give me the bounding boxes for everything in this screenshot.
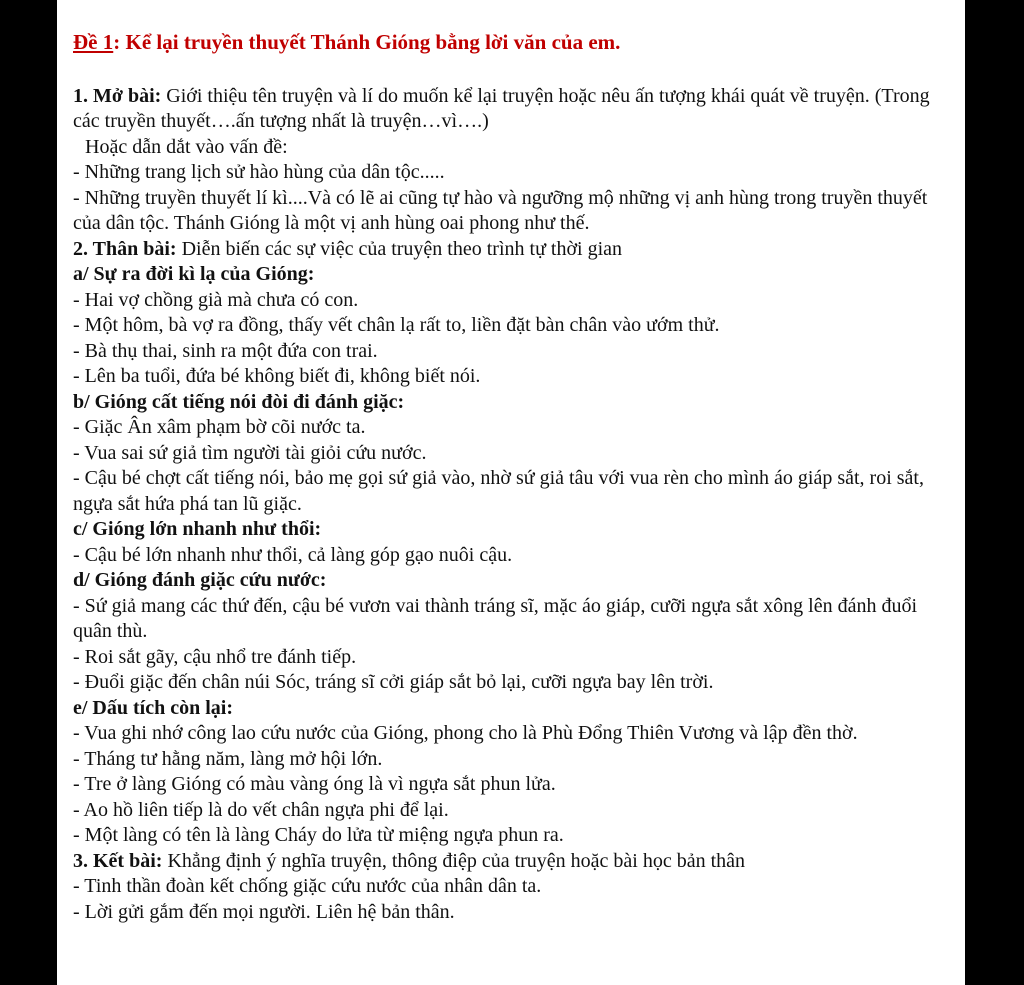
body-text: Diễn biến các sự việc của truyện theo trình tự thời gian — [176, 237, 623, 260]
title-prefix: Đề 1 — [73, 30, 114, 54]
intro-item: - Những trang lịch sử hào hùng của dân tộc..... — [73, 161, 445, 183]
list-item: - Lên ba tuổi, đứa bé không biết đi, không biết nói. — [73, 365, 481, 387]
section-heading-d: d/ Gióng đánh giặc cứu nước: — [73, 569, 327, 591]
list-item: - Vua sai sứ giả tìm người tài giỏi cứu nước. — [73, 441, 427, 464]
section-heading-e: e/ Dấu tích còn lại: — [73, 696, 233, 719]
list-item: - Lời gửi gắm đến mọi người. Liên hệ bản thân. — [73, 900, 455, 923]
list-item: - Giặc Ân xâm phạm bờ cõi nước ta. — [73, 416, 366, 438]
intro-item: - Những truyền thuyết lí kì....Và có lẽ ai cũng tự hào và ngưỡng mộ những vị anh hùng trong truyền thuyết của dân tộc. Thánh Gióng là một vị anh hùng oai phong như thế. — [73, 186, 928, 234]
list-item: - Ao hồ liên tiếp là do vết chân ngựa phi để lại. — [73, 798, 449, 821]
section-heading-b: b/ Gióng cất tiếng nói đòi đi đánh giặc: — [73, 390, 405, 413]
section-heading-a: a/ Sự ra đời kì lạ của Gióng: — [73, 263, 315, 285]
body-label: 2. Thân bài: — [73, 237, 177, 260]
list-item: - Tháng tư hằng năm, làng mở hội lớn. — [73, 747, 383, 770]
document-page — [57, 0, 965, 985]
list-item: - Vua ghi nhớ công lao cứu nước của Gióng, phong cho là Phù Đổng Thiên Vương và lập đền thờ. — [73, 722, 858, 744]
intro-lead: Hoặc dẫn dắt vào vấn đề: — [85, 135, 288, 158]
intro-text: Giới thiệu tên truyện và lí do muốn kể lại truyện hoặc nêu ấn tượng khái quát về truyện. (Trong các truyền thuyết….ấn tượng nhất là truyện…vì….) — [73, 84, 930, 132]
list-item: - Sứ giả mang các thứ đến, cậu bé vươn vai thành tráng sĩ, mặc áo giáp, cưỡi ngựa sắt xông lên đánh đuổi quân thù. — [73, 594, 918, 642]
conclusion-paragraph — [73, 849, 953, 875]
conclusion-text: Khẳng định ý nghĩa truyện, thông điệp của truyện hoặc bài học bản thân — [162, 849, 746, 872]
list-item: - Bà thụ thai, sinh ra một đứa con trai. — [73, 339, 378, 362]
list-item: - Tinh thần đoàn kết chống giặc cứu nước của nhân dân ta. — [73, 875, 542, 897]
title-text: : Kể lại truyền thuyết Thánh Gióng bằng lời văn của em. — [113, 30, 621, 54]
list-item: - Cậu bé lớn nhanh như thổi, cả làng góp gạo nuôi cậu. — [73, 543, 513, 566]
list-item: - Một làng có tên là làng Cháy do lửa từ miệng ngựa phun ra. — [73, 824, 564, 846]
list-item: - Hai vợ chồng già mà chưa có con. — [73, 288, 359, 311]
intro-paragraph — [73, 84, 953, 135]
list-item: - Một hôm, bà vợ ra đồng, thấy vết chân lạ rất to, liền đặt bàn chân vào ướm thử. — [73, 314, 720, 336]
document-title — [73, 30, 953, 56]
list-item: - Roi sắt gãy, cậu nhổ tre đánh tiếp. — [73, 645, 357, 668]
list-item: - Đuổi giặc đến chân núi Sóc, tráng sĩ cởi giáp sắt bỏ lại, cưỡi ngựa bay lên trời. — [73, 671, 714, 693]
document-content — [73, 30, 953, 925]
list-item: - Cậu bé chợt cất tiếng nói, bảo mẹ gọi sứ giả vào, nhờ sứ giả tâu với vua rèn cho mình áo giáp sắt, roi sắt, ngựa sắt hứa phá tan lũ giặc. — [73, 467, 924, 515]
conclusion-label: 3. Kết bài: — [73, 849, 163, 872]
section-heading-c: c/ Gióng lớn nhanh như thổi: — [73, 518, 322, 540]
intro-label: 1. Mở bài: — [73, 84, 162, 107]
list-item: - Tre ở làng Gióng có màu vàng óng là vì ngựa sắt phun lửa. — [73, 773, 556, 795]
body-paragraph — [73, 237, 953, 263]
